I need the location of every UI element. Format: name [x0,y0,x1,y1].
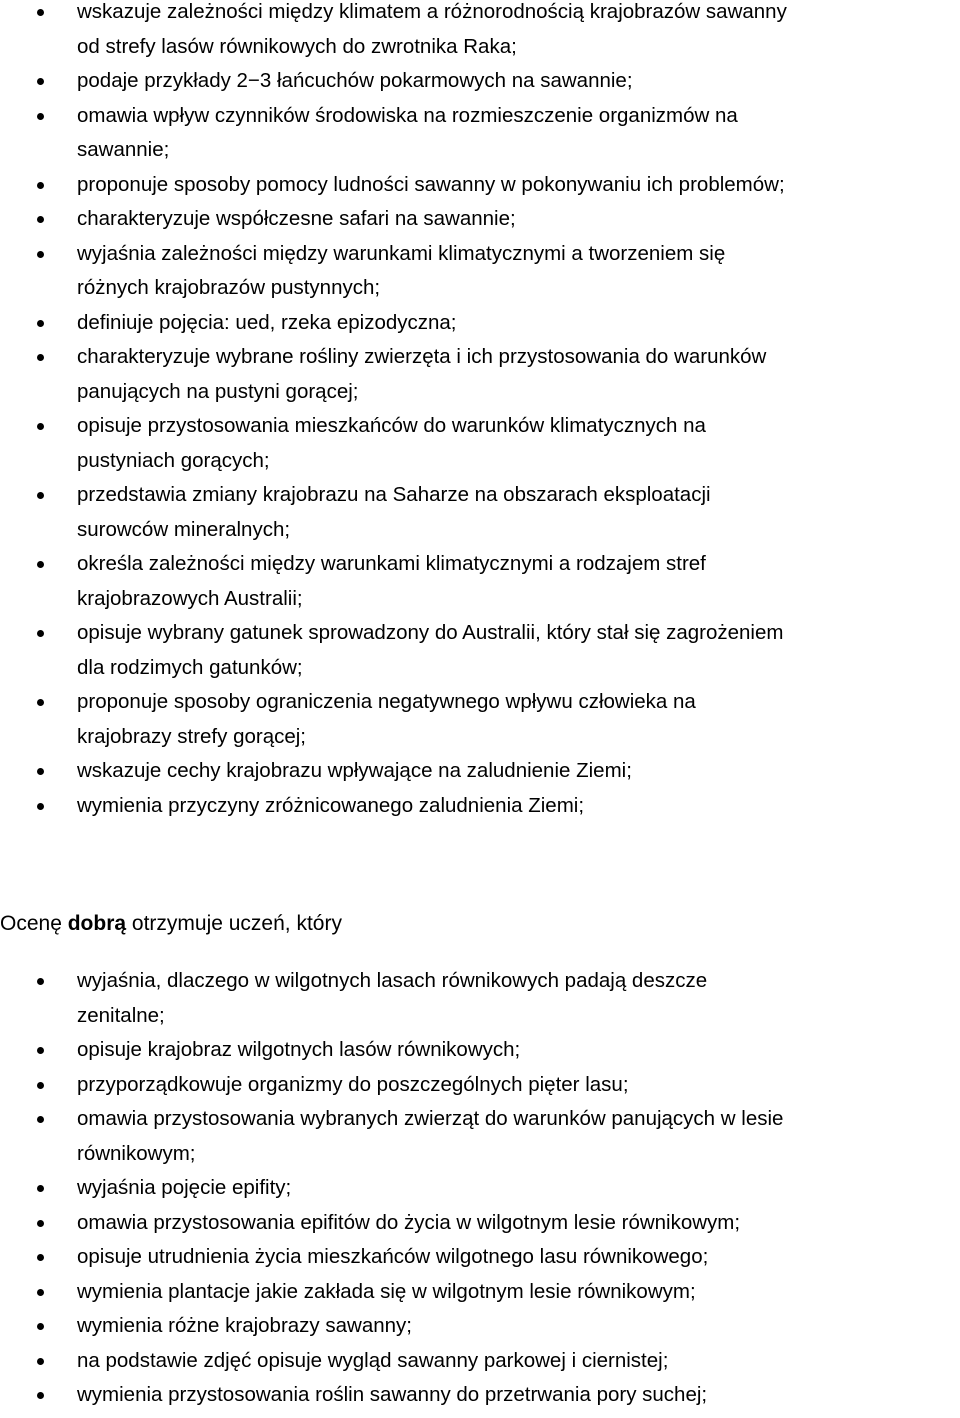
list-item [0,1240,960,1275]
list-item [0,1309,960,1344]
list-item [0,1068,960,1103]
bullet-icon [37,768,44,775]
list-item-text: charakteryzuje wybrane rośliny zwierzęta i ich przystosowania do warunków [77,345,767,368]
list-item-text: wskazuje cechy krajobrazu wpływające na zaludnienie Ziemi; [77,759,632,782]
list-item [0,1102,960,1171]
list-item-text: panujących na pustyni gorącej; [77,379,359,403]
list-item-text: od strefy lasów równikowych do zwrotnika Raka; [77,34,517,58]
list-item-text: krajobrazowych Australii; [77,586,303,610]
bullet-icon [37,1358,44,1365]
list-item-text: opisuje krajobraz wilgotnych lasów równikowych; [77,1038,521,1061]
list-item [0,306,960,341]
bullet-icon [37,354,44,361]
list-item [0,789,960,824]
list-item [0,1033,960,1068]
list-item [0,616,960,685]
list-item-text: omawia wpływ czynników środowiska na rozmieszczenie organizmów na [77,103,738,127]
list-item-text: wyjaśnia pojęcie epifity; [77,1176,292,1199]
bullet-icon [37,113,44,120]
list-item-text: wymienia przystosowania roślin sawanny do przetrwania pory suchej; [77,1383,708,1406]
list-item [0,64,960,99]
list-item [0,1206,960,1241]
list-item-text: wskazuje zależności między klimatem a różnorodnością krajobrazów sawanny [77,0,787,23]
heading-text-after: otrzymuje uczeń, który [126,912,342,935]
bullet-icon [37,423,44,430]
bullet-icon [37,78,44,85]
list-item [0,478,960,547]
list-item-text: krajobrazy strefy gorącej; [77,724,307,748]
list-item-text: wymienia plantacje jakie zakłada się w wilgotnym lesie równikowym; [77,1279,696,1303]
list-item-text: surowców mineralnych; [77,517,291,541]
list-item [0,685,960,754]
bullet-icon [37,1254,44,1261]
bullet-icon [37,1185,44,1192]
list-item-text: omawia przystosowania wybranych zwierząt do warunków panujących w lesie [77,1107,784,1130]
list-item [0,1344,960,1379]
bullet-icon [37,1047,44,1054]
list-item [0,0,960,64]
heading-text-before: Ocenę [0,912,68,935]
list-item-text: wymienia różne krajobrazy sawanny; [77,1314,412,1337]
list-item-text: wymienia przyczyny zróżnicowanego zaludnienia Ziemi; [77,793,585,817]
list-item-text: równikowym; [77,1141,196,1165]
grade-heading [0,907,342,941]
criteria-list-2 [0,964,960,1413]
bullet-icon [37,1323,44,1330]
list-item [0,340,960,409]
list-item-text: na podstawie zdjęć opisuje wygląd sawanny parkowej i ciernistej; [77,1348,669,1372]
list-item [0,202,960,237]
bullet-icon [37,182,44,189]
list-item-text: różnych krajobrazów pustynnych; [77,276,381,299]
bullet-icon [37,1392,44,1399]
list-item-text: określa zależności między warunkami klimatycznymi a rodzajem stref [77,552,706,575]
list-item-text: definiuje pojęcia: ued, rzeka epizodyczna; [77,310,457,334]
list-item [0,1275,960,1310]
list-item [0,1378,960,1413]
list-item-text: proponuje sposoby pomocy ludności sawanny w pokonywaniu ich problemów; [77,172,785,196]
list-item-text: proponuje sposoby ograniczenia negatywnego wpływu człowieka na [77,690,696,713]
list-item-text: wyjaśnia zależności między warunkami klimatycznymi a tworzeniem się [77,241,726,265]
bullet-icon [37,630,44,637]
bullet-icon [37,803,44,810]
list-item-text: dla rodzimych gatunków; [77,655,303,679]
bullet-icon [37,216,44,223]
list-item-text: opisuje utrudnienia życia mieszkańców wilgotnego lasu równikowego; [77,1245,709,1268]
list-item [0,99,960,168]
bullet-icon [37,978,44,985]
list-item [0,237,960,306]
bullet-icon [37,492,44,499]
list-item-text: opisuje wybrany gatunek sprowadzony do Australii, który stał się zagrożeniem [77,621,784,644]
list-item-text: sawannie; [77,138,170,161]
list-item-text: przyporządkowuje organizmy do poszczególnych pięter lasu; [77,1072,629,1096]
list-item [0,168,960,203]
bullet-icon [37,1220,44,1227]
bullet-icon [37,9,44,16]
list-item-text: omawia przystosowania epifitów do życia w wilgotnym lesie równikowym; [77,1210,741,1234]
heading-grade: dobrą [67,912,127,935]
bullet-icon [37,1116,44,1123]
list-item [0,964,960,1033]
list-item-text: pustyniach gorących; [77,448,270,472]
list-item [0,754,960,789]
list-item-text: zenitalne; [77,1003,165,1027]
bullet-icon [37,1289,44,1296]
bullet-icon [37,320,44,327]
list-item [0,1171,960,1206]
list-item [0,547,960,616]
list-item-text: opisuje przystosowania mieszkańców do warunków klimatycznych na [77,414,706,437]
list-item [0,409,960,478]
list-item-text: wyjaśnia, dlaczego w wilgotnych lasach równikowych padają deszcze [77,969,708,992]
bullet-icon [37,1082,44,1089]
list-item-text: charakteryzuje współczesne safari na sawannie; [77,207,516,230]
bullet-icon [37,699,44,706]
bullet-icon [37,251,44,258]
bullet-icon [37,561,44,568]
list-item-text: podaje przykłady 2−3 łańcuchów pokarmowych na sawannie; [77,69,633,92]
list-item-text: przedstawia zmiany krajobrazu na Saharze na obszarach eksploatacji [77,483,711,506]
